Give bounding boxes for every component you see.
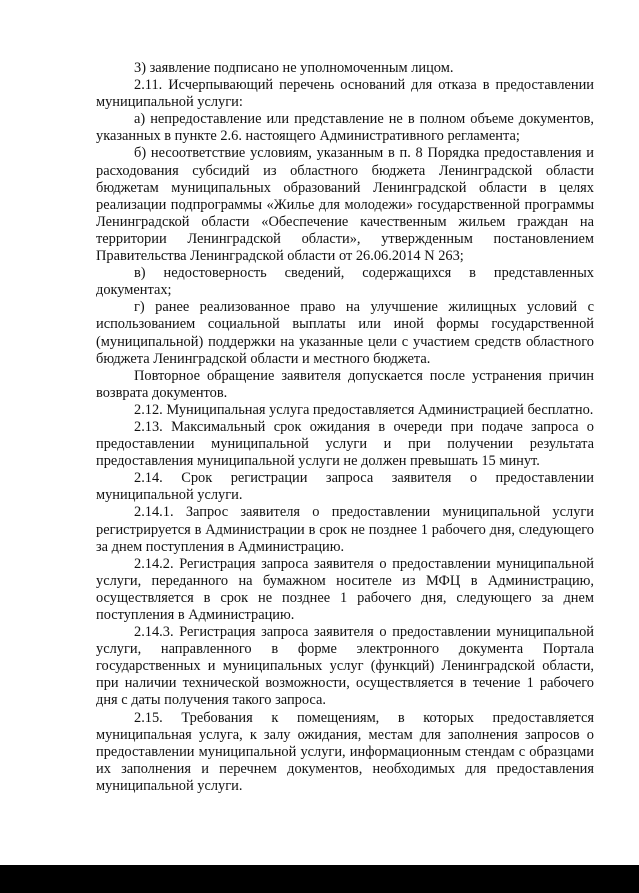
scan-bottom-border	[0, 865, 639, 893]
paragraph-2-14-3: 2.14.3. Регистрация запроса заявителя о предоставлении муниципальной услуги, направленного в форме электронного документа Портала государственных и муниципальных услуг (функций) Ленинградской области, при наличии технической возможности, осуществляется в течение 1 рабочего дня с даты получения такого запроса.	[96, 624, 594, 709]
paragraph-3-unauthorized: 3) заявление подписано не уполномоченным лицом.	[134, 60, 454, 76]
paragraph-2-11: 2.11. Исчерпывающий перечень оснований для отказа в предоставлении муниципальной услуги:	[96, 77, 594, 111]
document-body	[96, 60, 594, 795]
paragraph-2-14: 2.14. Срок регистрации запроса заявителя о предоставлении муниципальной услуги.	[96, 470, 594, 504]
paragraph-repeat-request: Повторное обращение заявителя допускается после устранения причин возврата документов.	[96, 367, 594, 401]
paragraph-2-11-a: а) непредоставление или представление не в полном объеме документов, указанных в пункте 2.6. настоящего Административного регламента;	[96, 111, 594, 145]
paragraph-2-11-g: г) ранее реализованное право на улучшение жилищных условий с использованием социальной выплаты или иной формы государственной (муниципальной) поддержки на указанные цели с участием средств областного бюджета Ленинградской области и местного бюджета.	[96, 299, 594, 367]
paragraph-2-11-b: б) несоответствие условиям, указанным в п. 8 Порядка предоставления и расходования субсидий из областного бюджета Ленинградской области бюджетам муниципальных образований Ленинградской области в целях реализации подпрограммы «Жилье для молодежи» государственной программы Ленинградской области «Обеспечение качественным жильем граждан на территории Ленинградской области», утвержденным постановлением Правительства Ленинградской области от 26.06.2014 N 263;	[96, 145, 594, 265]
paragraph-2-13: 2.13. Максимальный срок ожидания в очереди при подаче запроса о предоставлении муниципальной услуги и при получении результата предоставления муниципальной услуги не должен превышать 15 минут.	[96, 418, 594, 470]
paragraph-2-14-2: 2.14.2. Регистрация запроса заявителя о предоставлении муниципальной услуги, переданного на бумажном носителе из МФЦ в Администрацию, осуществляется в срок не позднее 1 рабочего дня, следующего за днем поступления в Администрацию.	[96, 555, 594, 623]
paragraph-2-14-1: 2.14.1. Запрос заявителя о предоставлении муниципальной услуги регистрируется в Администрации в срок не позднее 1 рабочего дня, следующего за днем поступления в Администрацию.	[96, 504, 594, 555]
paragraph-2-15: 2.15. Требования к помещениям, в которых предоставляется муниципальная услуга, к залу ожидания, местам для заполнения запросов о предоставлении муниципальной услуги, информационным стендам с образцами их заполнения и перечнем документов, необходимых для предоставления муниципальной услуги.	[96, 709, 594, 794]
paragraph-2-11-v: в) недостоверность сведений, содержащихся в представленных документах;	[96, 265, 594, 299]
paragraph-2-12: 2.12. Муниципальная услуга предоставляется Администрацией бесплатно.	[134, 401, 594, 418]
